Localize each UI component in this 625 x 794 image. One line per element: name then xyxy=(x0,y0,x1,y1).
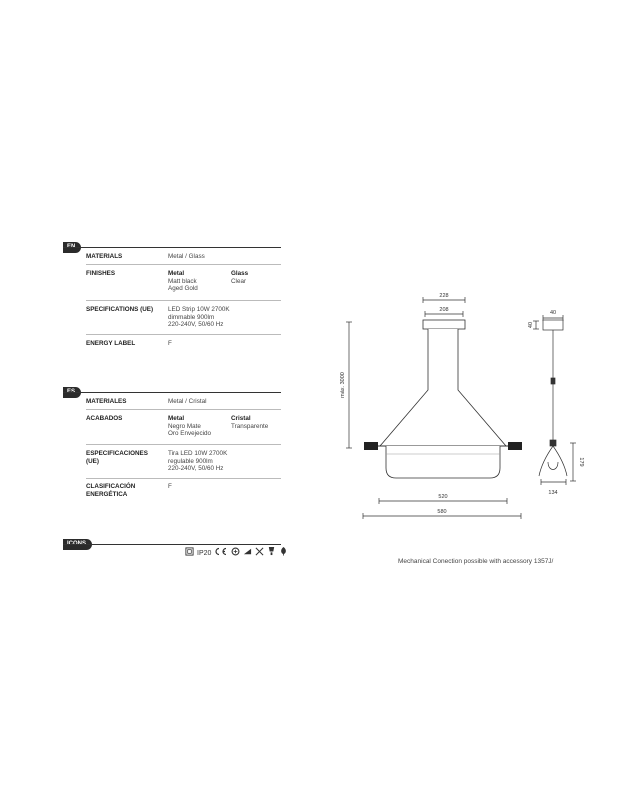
label-line: (UE) xyxy=(86,457,99,465)
finishes-glass-head: Glass xyxy=(231,270,249,277)
finishes-metal-head: Metal xyxy=(168,270,185,277)
value-materials: Metal / Glass xyxy=(168,253,205,260)
acabados-cristal-head: Cristal xyxy=(231,415,251,422)
lamp-front-view xyxy=(364,320,522,478)
label-line: ESPECIFICACIONES xyxy=(86,450,148,457)
dim-text-side-bottom-width: 134 xyxy=(548,490,558,496)
dim-text-side-top-height: 40 xyxy=(528,321,534,329)
finish-item: Transparente xyxy=(231,422,269,430)
label-energy: ENERGY LABEL xyxy=(86,340,136,347)
spec-line: regulable 900lm xyxy=(168,457,213,465)
label-specifications: SPECIFICATIONS (UE) xyxy=(86,306,154,313)
finish-item: Aged Gold xyxy=(168,285,198,292)
spec-line: LED Strip 10W 2700K xyxy=(168,306,230,313)
finish-item: Matt black xyxy=(168,277,197,285)
acabados-metal-head: Metal xyxy=(168,415,185,422)
ip-rating-label: IP20 xyxy=(197,549,212,557)
spec-line: Tira LED 10W 2700K xyxy=(168,450,228,457)
dim-text-top-outer: 228 xyxy=(439,293,449,299)
finish-item: Negro Mate xyxy=(168,422,201,430)
dim-text-total-width: 580 xyxy=(437,509,447,515)
lamp-side-view xyxy=(533,315,576,485)
dim-text-height: máx. 3000 xyxy=(340,372,346,398)
label-line: ENERGÉTICA xyxy=(86,490,128,498)
dim-text-side-bottom-height: 179 xyxy=(578,457,584,467)
finish-item: Oro Envejecido xyxy=(168,430,212,437)
dim-text-top-inner: 208 xyxy=(439,307,449,313)
dim-text-side-top-width: 40 xyxy=(549,310,557,316)
value-materiales: Metal / Cristal xyxy=(168,398,207,405)
spec-line: dimmable 900lm xyxy=(168,313,215,321)
finish-item: Clear xyxy=(231,277,247,285)
dim-text-body-width: 520 xyxy=(438,494,448,500)
label-materiales: MATERIALES xyxy=(86,398,127,405)
label-acabados: ACABADOS xyxy=(86,415,123,422)
spec-line: 220-240V, 50/60 Hz xyxy=(168,465,224,472)
spec-line: 220-240V, 50/60 Hz xyxy=(168,321,224,328)
label-line: CLASIFICACIÓN xyxy=(86,483,136,490)
label-materials: MATERIALS xyxy=(86,253,123,260)
value-energy: F xyxy=(168,340,172,347)
value-clasificacion: F xyxy=(168,483,172,490)
label-finishes: FINISHES xyxy=(86,270,116,277)
accessory-note: Mechanical Conection possible with accessory 1357J/ xyxy=(398,558,554,565)
